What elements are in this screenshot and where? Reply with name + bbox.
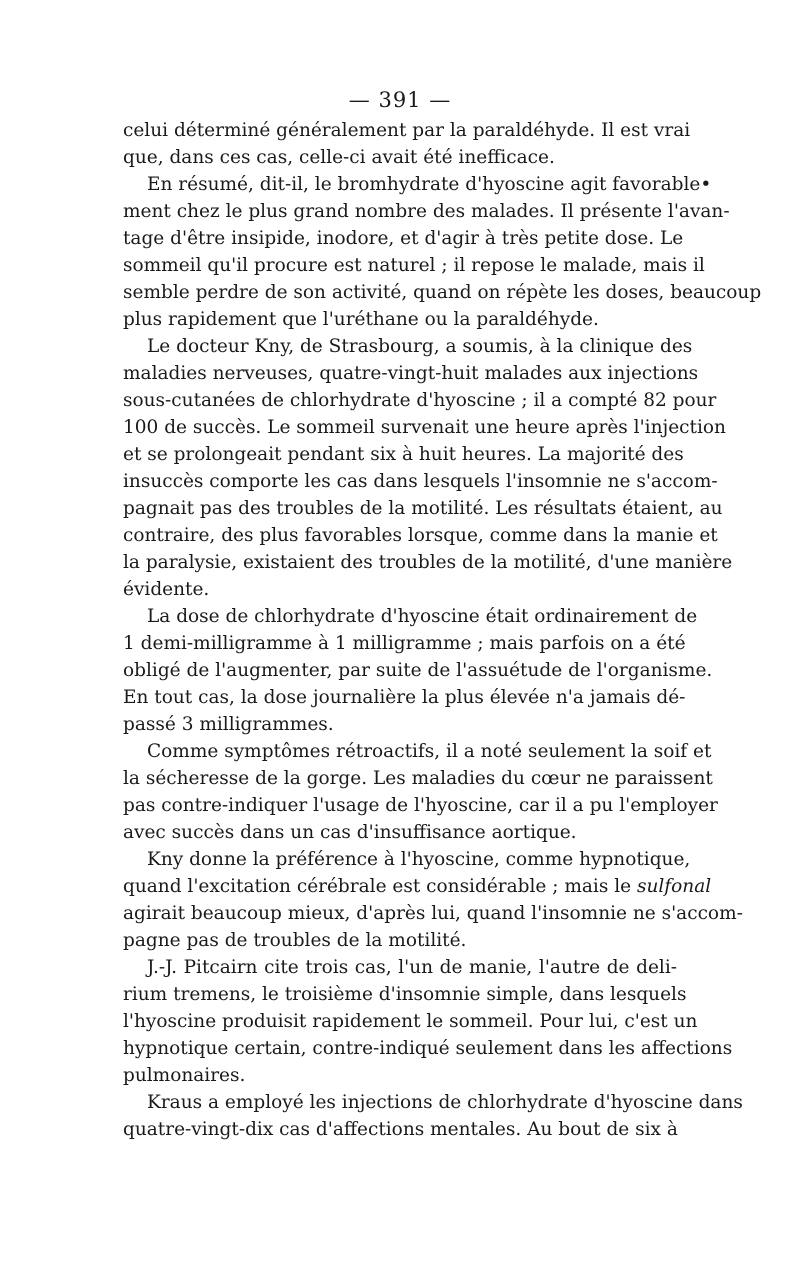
text-line: En tout cas, la dose journalière la plus élevée n'a jamais dé- <box>123 687 686 708</box>
text-segment: quand l'excitation cérébrale est considérable ; mais le <box>123 876 632 897</box>
text-line: rium tremens, le troisième d'insomnie simple, dans lesquels <box>123 984 687 1005</box>
text-line: pagnait pas des troubles de la motilité. Les résultats étaient, au <box>123 498 723 519</box>
text-line: avec succès dans un cas d'insuffisance aortique. <box>123 822 577 843</box>
text-line: sous-cutanées de chlorhydrate d'hyoscine ; il a compté 82 pour <box>123 390 717 411</box>
text-line-with-italic <box>123 873 712 900</box>
text-line: semble perdre de son activité, quand on répète les doses, beaucoup <box>123 282 762 303</box>
text-line: insuccès comporte les cas dans lesquels l'insomnie ne s'accom- <box>123 471 718 492</box>
text-line: sommeil qu'il procure est naturel ; il repose le malade, mais il <box>123 255 705 276</box>
text-line: la paralysie, existaient des troubles de la motilité, d'une manière <box>123 552 733 573</box>
text-line: 1 demi-milligramme à 1 milligramme ; mais parfois on a été <box>123 633 686 654</box>
text-line: Comme symptômes rétroactifs, il a noté seulement la soif et <box>147 741 712 762</box>
page-number: — 391 — <box>348 88 452 112</box>
text-line: ment chez le plus grand nombre des malades. Il présente l'avan- <box>123 201 730 222</box>
text-line: que, dans ces cas, celle-ci avait été inefficace. <box>123 147 555 168</box>
italic-word: sulfonal <box>636 876 712 897</box>
text-line: tage d'être insipide, inodore, et d'agir à très petite dose. Le <box>123 228 684 249</box>
text-line: obligé de l'augmenter, par suite de l'assuétude de l'organisme. <box>123 660 713 681</box>
text-line: Le docteur Kny, de Strasbourg, a soumis, à la clinique des <box>147 336 693 357</box>
text-line: La dose de chlorhydrate d'hyoscine était ordinairement de <box>147 606 698 627</box>
text-line: évidente. <box>123 579 210 600</box>
text-line: pulmonaires. <box>123 1065 246 1086</box>
text-line: passé 3 milligrammes. <box>123 714 334 735</box>
text-line: pagne pas de troubles de la motilité. <box>123 930 467 951</box>
text-line: l'hyoscine produisit rapidement le sommeil. Pour lui, c'est un <box>123 1011 698 1032</box>
text-line: Kny donne la préférence à l'hyoscine, comme hypnotique, <box>147 849 691 870</box>
text-line: quatre-vingt-dix cas d'affections mentales. Au bout de six à <box>123 1119 678 1140</box>
text-line: J.-J. Pitcairn cite trois cas, l'un de manie, l'autre de deli- <box>147 957 677 978</box>
text-line: En résumé, dit-il, le bromhydrate d'hyoscine agit favorable• <box>147 174 712 195</box>
text-line: pas contre-indiquer l'usage de l'hyoscine, car il a pu l'employer <box>123 795 718 816</box>
text-line: maladies nerveuses, quatre-vingt-huit malades aux injections <box>123 363 699 384</box>
text-line: contraire, des plus favorables lorsque, comme dans la manie et <box>123 525 718 546</box>
text-line: plus rapidement que l'uréthane ou la paraldéhyde. <box>123 309 599 330</box>
text-line: Kraus a employé les injections de chlorhydrate d'hyoscine dans <box>147 1092 743 1113</box>
text-line: hypnotique certain, contre-indiqué seulement dans les affections <box>123 1038 733 1059</box>
text-line: agirait beaucoup mieux, d'après lui, quand l'insomnie ne s'accom- <box>123 903 743 924</box>
text-line: 100 de succès. Le sommeil survenait une heure après l'injection <box>123 417 726 438</box>
text-line: celui déterminé généralement par la paraldéhyde. Il est vrai <box>123 120 691 141</box>
text-line: la sécheresse de la gorge. Les maladies du cœur ne paraissent <box>123 768 713 789</box>
text-line: et se prolongeait pendant six à huit heures. La majorité des <box>123 444 684 465</box>
